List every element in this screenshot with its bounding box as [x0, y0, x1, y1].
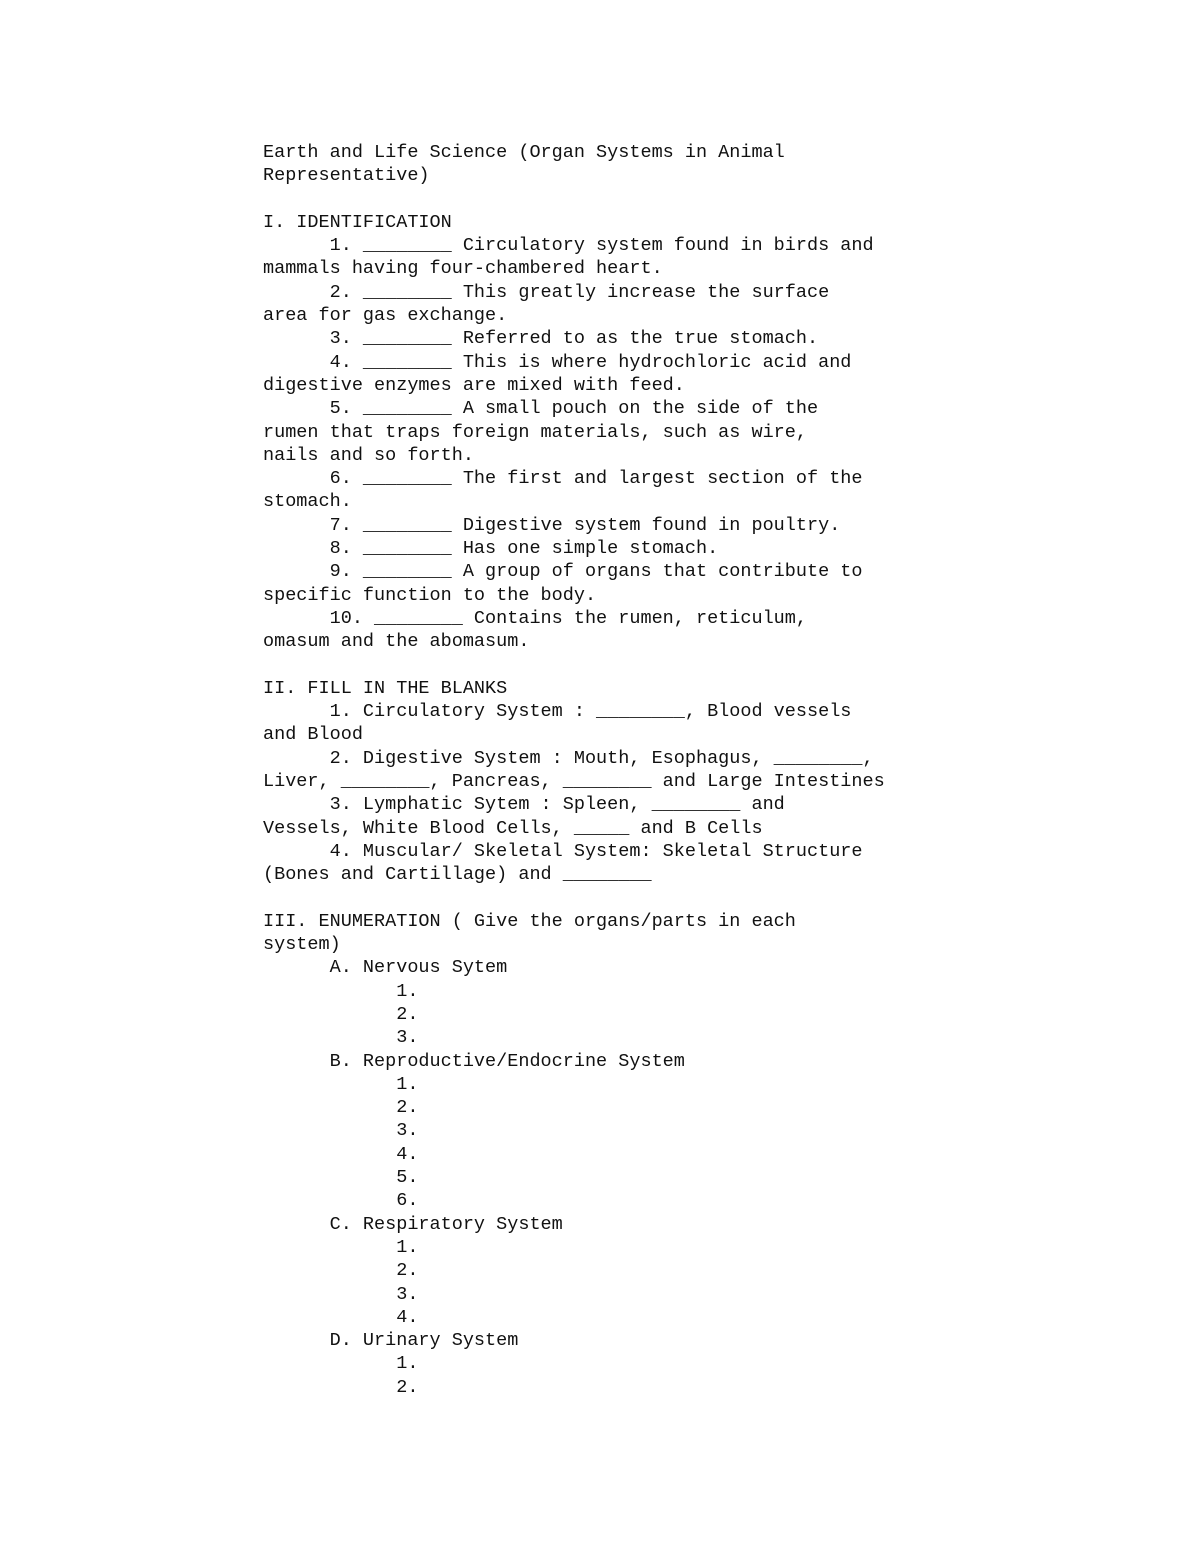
enumeration-line: 3. [263, 1027, 419, 1049]
identification-heading: I. IDENTIFICATION [263, 211, 452, 233]
identification-line: nails and so forth. [263, 444, 474, 466]
enumeration-line: C. Respiratory System [263, 1213, 563, 1235]
enumeration-line: 2. [263, 1003, 419, 1025]
enumeration-line: 6. [263, 1190, 419, 1212]
enumeration-line: 1. [263, 1236, 419, 1258]
fill-blanks-heading: II. FILL IN THE BLANKS [263, 677, 508, 699]
identification-line: 2. ________ This greatly increase the surface [263, 281, 830, 303]
enumeration-line: 3. [263, 1283, 419, 1305]
identification-line: 3. ________ Referred to as the true stomach. [263, 328, 819, 350]
identification-line: mammals having four-chambered heart. [263, 258, 663, 280]
identification-line: area for gas exchange. [263, 305, 508, 327]
fill-blanks-line: (Bones and Cartillage) and ________ [263, 864, 652, 886]
fill-blanks-line: and Blood [263, 724, 363, 746]
enumeration-line: 4. [263, 1143, 419, 1165]
identification-line: 6. ________ The first and largest section of the [263, 468, 863, 490]
enumeration-line: 1. [263, 1353, 419, 1375]
enumeration-line: 2. [263, 1260, 419, 1282]
enumeration-line: 1. [263, 1073, 419, 1095]
enumeration-line: 3. [263, 1120, 419, 1142]
fill-blanks-line: 4. Muscular/ Skeletal System: Skeletal Structure [263, 840, 863, 862]
enumeration-line: B. Reproductive/Endocrine System [263, 1050, 685, 1072]
enumeration-line: 5. [263, 1167, 419, 1189]
identification-line: 10. ________ Contains the rumen, reticulum, [263, 607, 807, 629]
worksheet-text [263, 141, 963, 1399]
identification-line: stomach. [263, 491, 352, 513]
document-title-line-1: Earth and Life Science (Organ Systems in Animal [263, 142, 785, 163]
identification-line: specific function to the body. [263, 584, 597, 606]
document-title-line-2: Representative) [263, 165, 430, 187]
enumeration-heading-cont: system) [263, 934, 341, 956]
identification-line: 7. ________ Digestive system found in poultry. [263, 514, 841, 536]
fill-blanks-line: 2. Digestive System : Mouth, Esophagus, ________, [263, 747, 874, 769]
enumeration-line: 2. [263, 1376, 419, 1398]
enumeration-line: D. Urinary System [263, 1330, 519, 1352]
identification-line: 4. ________ This is where hydrochloric acid and [263, 351, 852, 373]
identification-line: 8. ________ Has one simple stomach. [263, 538, 719, 560]
enumeration-line: 1. [263, 980, 419, 1002]
identification-line: digestive enzymes are mixed with feed. [263, 374, 685, 396]
fill-blanks-line: Vessels, White Blood Cells, _____ and B Cells [263, 817, 763, 839]
identification-line: 9. ________ A group of organs that contribute to [263, 561, 863, 583]
enumeration-line: 2. [263, 1097, 419, 1119]
identification-line: omasum and the abomasum. [263, 631, 530, 653]
enumeration-heading: III. ENUMERATION ( Give the organs/parts in each [263, 910, 796, 932]
identification-line: 5. ________ A small pouch on the side of the [263, 398, 819, 420]
spacer [263, 887, 963, 910]
identification-line: 1. ________ Circulatory system found in birds and [263, 235, 874, 257]
fill-blanks-line: 3. Lymphatic Sytem : Spleen, ________ and [263, 794, 785, 816]
spacer [263, 188, 963, 211]
fill-blanks-line: Liver, ________, Pancreas, ________ and Large Intestines [263, 771, 885, 793]
identification-line: rumen that traps foreign materials, such as wire, [263, 421, 807, 443]
spacer [263, 654, 963, 677]
enumeration-line: A. Nervous Sytem [263, 957, 508, 979]
enumeration-line: 4. [263, 1306, 419, 1328]
fill-blanks-line: 1. Circulatory System : ________, Blood vessels [263, 701, 852, 723]
